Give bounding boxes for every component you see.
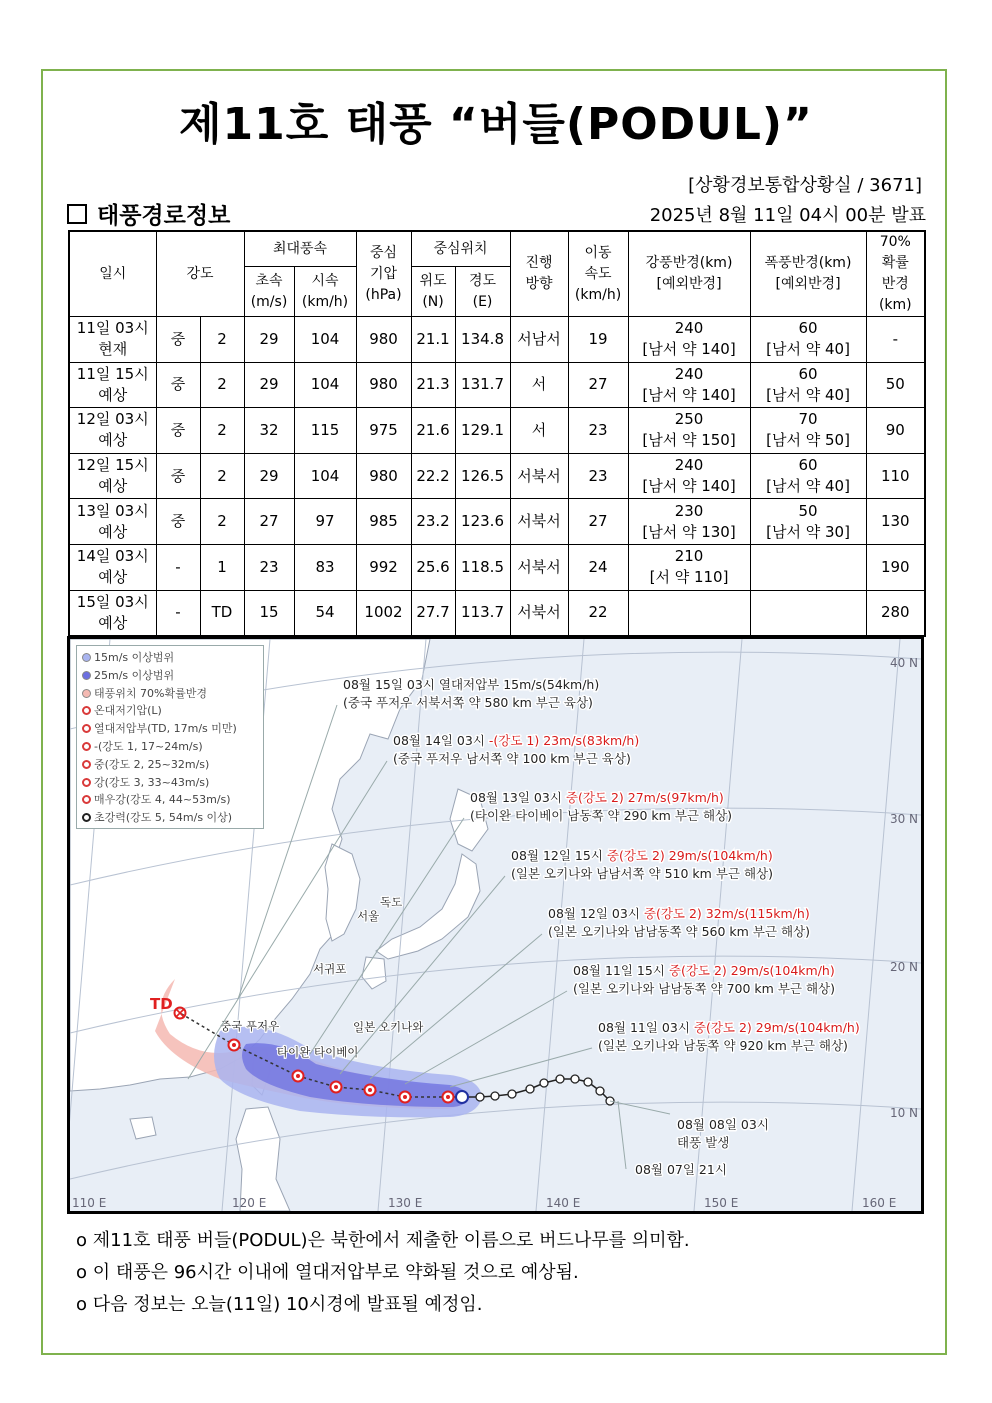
cell-time: 12일 15시 예상 xyxy=(69,453,156,499)
legend-item: 15m/s 이상범위 xyxy=(82,649,258,667)
latitude-label: 10 N xyxy=(889,1106,918,1120)
past-position-icon xyxy=(584,1078,592,1086)
cell-time: 11일 15시 예상 xyxy=(69,362,156,408)
header-pressure: 중심 기압 (hPa) xyxy=(356,231,411,317)
cell-strong-radius: 210 [서 약 110] xyxy=(628,544,750,590)
cell-storm-radius: 70 [남서 약 50] xyxy=(750,408,866,454)
place-label: 서울 xyxy=(357,909,380,923)
cell-lat: 21.1 xyxy=(411,317,455,363)
cell-grade: 중 xyxy=(156,317,200,363)
cell-grade: 중 xyxy=(156,499,200,545)
annotation-location: (타이완 타이베이 남동쪽 약 290 km 부근 해상) xyxy=(470,808,732,823)
cell-wind-ms: 15 xyxy=(244,590,294,636)
cell-storm-radius xyxy=(750,544,866,590)
cell-probability: 280 xyxy=(866,590,925,636)
longitude-label: 120 E xyxy=(232,1196,267,1210)
cell-probability: 130 xyxy=(866,499,925,545)
cell-grade: - xyxy=(156,590,200,636)
annotation-headline: 08월 13일 03시 중(강도 2) 27m/s(97km/h) xyxy=(470,790,724,805)
cell-probability: 90 xyxy=(866,408,925,454)
section-heading xyxy=(67,197,230,230)
cell-direction: 서북서 xyxy=(510,590,568,636)
cell-strong-radius: 240 [남서 약 140] xyxy=(628,362,750,408)
cell-direction: 서남서 xyxy=(510,317,568,363)
cell-lat: 23.2 xyxy=(411,499,455,545)
typhoon-4-icon xyxy=(82,795,91,804)
annotation-headline: 08월 15일 03시 열대저압부 15m/s(54km/h) xyxy=(343,677,600,692)
extratropical-icon xyxy=(82,706,91,715)
table-row xyxy=(69,590,925,636)
past-position-icon xyxy=(491,1092,499,1100)
latitude-label: 20 N xyxy=(889,960,918,974)
cell-probability: - xyxy=(866,317,925,363)
cell-level: 2 xyxy=(200,362,244,408)
place-label: 타이완 타이베이 xyxy=(277,1045,359,1059)
cell-speed: 23 xyxy=(568,453,628,499)
cell-direction: 서북서 xyxy=(510,453,568,499)
forecast-center-dot xyxy=(446,1095,450,1099)
header-time: 일시 xyxy=(69,231,156,317)
genesis-label: 08월 07일 21시 xyxy=(635,1162,727,1177)
annotation-location: (중국 푸저우 남서쪽 약 100 km 부근 육상) xyxy=(393,751,631,766)
cell-lon: 113.7 xyxy=(455,590,510,636)
past-position-icon xyxy=(556,1075,564,1083)
typhoon-2-icon xyxy=(82,760,91,769)
pink-circle-icon xyxy=(82,689,91,698)
cell-pressure: 992 xyxy=(356,544,411,590)
cell-pressure: 985 xyxy=(356,499,411,545)
cell-level: 2 xyxy=(200,408,244,454)
past-position-icon xyxy=(508,1090,516,1098)
longitude-label: 110 E xyxy=(72,1196,107,1210)
annotation-headline: 08월 12일 03시 중(강도 2) 32m/s(115km/h) xyxy=(548,906,810,921)
cell-wind-kmh: 115 xyxy=(294,408,356,454)
cell-storm-radius: 50 [남서 약 30] xyxy=(750,499,866,545)
forecast-center-dot xyxy=(232,1043,236,1047)
cell-level: TD xyxy=(200,590,244,636)
typhoon-5-icon xyxy=(82,813,91,822)
cell-pressure: 980 xyxy=(356,317,411,363)
cell-speed: 27 xyxy=(568,499,628,545)
cell-pressure: 980 xyxy=(356,453,411,499)
latitude-label: 30 N xyxy=(889,812,918,826)
cell-time: 13일 03시 예상 xyxy=(69,499,156,545)
issued-time: 2025년 8월 11일 04시 00분 발표 xyxy=(649,205,926,226)
cell-lon: 129.1 xyxy=(455,408,510,454)
cell-pressure: 975 xyxy=(356,408,411,454)
cell-grade: - xyxy=(156,544,200,590)
legend-item: 25m/s 이상범위 xyxy=(82,667,258,685)
cell-wind-ms: 27 xyxy=(244,499,294,545)
typhoon-track-map xyxy=(67,636,924,1214)
annotation-location: (일본 오키나와 남동쪽 약 920 km 부근 해상) xyxy=(598,1038,848,1053)
cell-direction: 서 xyxy=(510,408,568,454)
place-label: 일본 오키나와 xyxy=(353,1020,424,1034)
genesis-label: 08월 08일 03시 xyxy=(677,1117,769,1132)
cell-probability: 110 xyxy=(866,453,925,499)
forecast-center-dot xyxy=(296,1074,300,1078)
cell-wind-kmh: 97 xyxy=(294,499,356,545)
blue-circle-icon xyxy=(82,671,91,680)
td-icon xyxy=(82,724,91,733)
place-label: 중국 푸저우 xyxy=(220,1019,280,1033)
cell-wind-ms: 29 xyxy=(244,453,294,499)
annotation-location: (일본 오키나와 남남동쪽 약 560 km 부근 해상) xyxy=(548,924,810,939)
header-lat: 위도 (N) xyxy=(411,267,455,317)
header-max-wind: 최대풍속 xyxy=(244,231,356,267)
past-position-icon xyxy=(476,1093,484,1101)
cell-time: 15일 03시 예상 xyxy=(69,590,156,636)
cell-lon: 123.6 xyxy=(455,499,510,545)
cell-grade: 중 xyxy=(156,362,200,408)
note-3: o 다음 정보는 오늘(11일) 10시경에 발표될 예정임. xyxy=(76,1294,483,1315)
cell-level: 2 xyxy=(200,317,244,363)
table-row xyxy=(69,453,925,499)
legend-item: 중(강도 2, 25~32m/s) xyxy=(82,756,258,774)
cell-wind-kmh: 104 xyxy=(294,453,356,499)
place-label: 서귀포 xyxy=(313,962,347,976)
cell-time: 11일 03시 현재 xyxy=(69,317,156,363)
cell-probability: 50 xyxy=(866,362,925,408)
header-strong-radius: 강풍반경(km) [예외반경] xyxy=(628,231,750,317)
office-label: [상황경보통합상황실 / 3671] xyxy=(688,175,922,196)
longitude-label: 160 E xyxy=(862,1196,897,1210)
annotation-location: (일본 오키나와 남남동쪽 약 700 km 부근 해상) xyxy=(573,981,835,996)
section-title: 태풍경로정보 xyxy=(97,203,231,229)
longitude-label: 150 E xyxy=(704,1196,739,1210)
typhoon-track-table xyxy=(68,230,926,637)
cell-wind-kmh: 83 xyxy=(294,544,356,590)
longitude-label: 140 E xyxy=(546,1196,581,1210)
header-wind-ms: 초속 (m/s) xyxy=(244,267,294,317)
cell-speed: 24 xyxy=(568,544,628,590)
cell-strong-radius: 250 [남서 약 150] xyxy=(628,408,750,454)
cell-direction: 서북서 xyxy=(510,544,568,590)
place-label: 독도 xyxy=(380,895,403,909)
table-row xyxy=(69,317,925,363)
annotation-headline: 08월 11일 15시 중(강도 2) 29m/s(104km/h) xyxy=(573,963,835,978)
cell-pressure: 980 xyxy=(356,362,411,408)
legend-item: 온대저기압(L) xyxy=(82,702,258,720)
cell-direction: 서 xyxy=(510,362,568,408)
checkbox-icon xyxy=(67,204,87,224)
table-row xyxy=(69,362,925,408)
legend-item: 열대저압부(TD, 17m/s 미만) xyxy=(82,720,258,738)
cell-time: 12일 03시 예상 xyxy=(69,408,156,454)
header-center: 중심위치 xyxy=(411,231,510,267)
legend-item: 초강력(강도 5, 54m/s 이상) xyxy=(82,809,258,827)
table-row xyxy=(69,408,925,454)
cell-wind-kmh: 104 xyxy=(294,317,356,363)
header-direction: 진행 방향 xyxy=(510,231,568,317)
cell-speed: 23 xyxy=(568,408,628,454)
cell-storm-radius: 60 [남서 약 40] xyxy=(750,317,866,363)
annotation-location: (중국 푸저우 서북서쪽 약 580 km 부근 육상) xyxy=(343,695,593,710)
cell-speed: 19 xyxy=(568,317,628,363)
cell-strong-radius xyxy=(628,590,750,636)
td-label: TD xyxy=(150,995,173,1013)
cell-lat: 21.6 xyxy=(411,408,455,454)
past-position-icon xyxy=(540,1079,548,1087)
cell-lat: 25.6 xyxy=(411,544,455,590)
cell-storm-radius: 60 [남서 약 40] xyxy=(750,362,866,408)
cell-wind-kmh: 104 xyxy=(294,362,356,408)
note-1: o 제11호 태풍 버들(PODUL)은 북한에서 제출한 이름으로 버드나무를 의미함. xyxy=(76,1230,690,1251)
cell-level: 2 xyxy=(200,499,244,545)
legend-item: 강(강도 3, 33~43m/s) xyxy=(82,774,258,792)
table-row xyxy=(69,499,925,545)
cell-storm-radius: 60 [남서 약 40] xyxy=(750,453,866,499)
annotation-headline: 08월 12일 15시 중(강도 2) 29m/s(104km/h) xyxy=(511,848,773,863)
current-position-icon xyxy=(456,1091,468,1103)
cell-wind-ms: 32 xyxy=(244,408,294,454)
legend-item: -(강도 1, 17~24m/s) xyxy=(82,738,258,756)
cell-lon: 118.5 xyxy=(455,544,510,590)
cell-speed: 22 xyxy=(568,590,628,636)
cell-strong-radius: 240 [남서 약 140] xyxy=(628,453,750,499)
cell-lon: 131.7 xyxy=(455,362,510,408)
cell-strong-radius: 230 [남서 약 130] xyxy=(628,499,750,545)
cell-strong-radius: 240 [남서 약 140] xyxy=(628,317,750,363)
cell-probability: 190 xyxy=(866,544,925,590)
cell-lat: 21.3 xyxy=(411,362,455,408)
header-probability: 70% 확률 반경 (km) xyxy=(866,231,925,317)
table-row xyxy=(69,544,925,590)
annotation-headline: 08월 14일 03시 -(강도 1) 23m/s(83km/h) xyxy=(393,733,640,748)
legend-item: 태풍위치 70%확률반경 xyxy=(82,685,258,703)
cell-speed: 27 xyxy=(568,362,628,408)
past-position-icon xyxy=(526,1085,534,1093)
header-speed: 이동 속도 (km/h) xyxy=(568,231,628,317)
cell-lat: 22.2 xyxy=(411,453,455,499)
cell-lon: 126.5 xyxy=(455,453,510,499)
light-blue-circle-icon xyxy=(82,653,91,662)
forecast-center-dot xyxy=(334,1085,338,1089)
page-title: 제11호 태풍 “버들(PODUL)” xyxy=(179,99,813,150)
cell-time: 14일 03시 예상 xyxy=(69,544,156,590)
cell-wind-ms: 29 xyxy=(244,362,294,408)
legend-item: 매우강(강도 4, 44~53m/s) xyxy=(82,791,258,809)
cell-storm-radius xyxy=(750,590,866,636)
forecast-center-dot xyxy=(403,1095,407,1099)
cell-direction: 서북서 xyxy=(510,499,568,545)
notes xyxy=(76,1225,690,1321)
cell-wind-ms: 23 xyxy=(244,544,294,590)
header-intensity: 강도 xyxy=(156,231,244,317)
typhoon-1-icon xyxy=(82,742,91,751)
cell-wind-ms: 29 xyxy=(244,317,294,363)
cell-lat: 27.7 xyxy=(411,590,455,636)
cell-grade: 중 xyxy=(156,408,200,454)
past-position-icon xyxy=(571,1075,579,1083)
annotation-location: (일본 오키나와 남남서쪽 약 510 km 부근 해상) xyxy=(511,866,773,881)
cell-level: 2 xyxy=(200,453,244,499)
note-2: o 이 태풍은 96시간 이내에 열대저압부로 약화될 것으로 예상됨. xyxy=(76,1262,579,1283)
cell-pressure: 1002 xyxy=(356,590,411,636)
cell-level: 1 xyxy=(200,544,244,590)
genesis-label: 태풍 발생 xyxy=(677,1135,730,1150)
map-legend xyxy=(76,645,264,829)
typhoon-3-icon xyxy=(82,778,91,787)
forecast-center-dot xyxy=(368,1088,372,1092)
annotation-headline: 08월 11일 03시 중(강도 2) 29m/s(104km/h) xyxy=(598,1020,860,1035)
cell-wind-kmh: 54 xyxy=(294,590,356,636)
cell-lon: 134.8 xyxy=(455,317,510,363)
latitude-label: 40 N xyxy=(889,656,918,670)
header-wind-kmh: 시속 (km/h) xyxy=(294,267,356,317)
cell-grade: 중 xyxy=(156,453,200,499)
header-storm-radius: 폭풍반경(km) [예외반경] xyxy=(750,231,866,317)
past-position-icon xyxy=(596,1087,604,1095)
header-lon: 경도 (E) xyxy=(455,267,510,317)
longitude-label: 130 E xyxy=(388,1196,423,1210)
